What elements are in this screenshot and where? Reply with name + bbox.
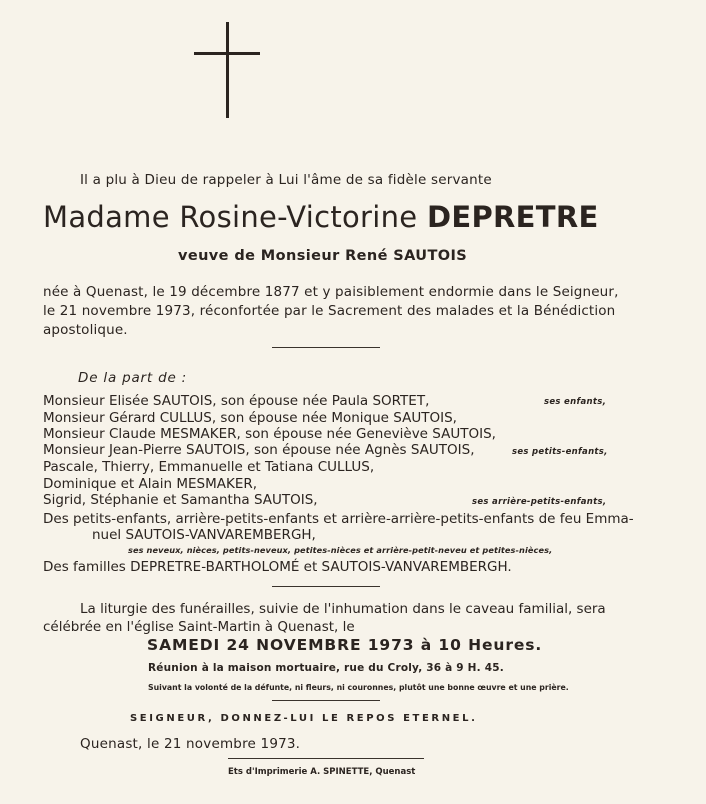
family-line: Sigrid, Stéphanie et Samantha SAUTOIS,: [43, 492, 318, 508]
family-line: Monsieur Gérard CULLUS, son épouse née Monique SAUTOIS,: [43, 410, 457, 426]
deceased-name: [43, 200, 599, 234]
divider: [272, 586, 380, 587]
liturgy-line-1: La liturgie des funérailles, suivie de l'inhumation dans le caveau familial, sera: [80, 601, 606, 617]
relation-label: ses neveux, nièces, petits-neveux, petites-nièces et arrière-petit-neveu et petites-nièces,: [128, 545, 553, 555]
family-line: Dominique et Alain MESMAKER,: [43, 476, 258, 492]
relation-label: ses arrière-petits-enfants,: [472, 497, 607, 507]
family-line: Des familles DEPRETRE-BARTHOLOMÉ et SAUTOIS-VANVAREMBERGH.: [43, 559, 512, 575]
de-la-part-de: De la part de :: [78, 370, 187, 386]
birth-line-3: apostolique.: [43, 322, 128, 338]
divider: [272, 700, 380, 701]
intro-text: Il a plu à Dieu de rappeler à Lui l'âme de sa fidèle servante: [80, 172, 492, 188]
birth-line-2: le 21 novembre 1973, réconfortée par le Sacrement des malades et la Bénédiction: [43, 303, 616, 319]
prayer-line: SEIGNEUR, DONNEZ-LUI LE REPOS ETERNEL.: [130, 713, 478, 724]
family-line: nuel SAUTOIS-VANVAREMBERGH,: [92, 527, 316, 543]
birth-line-1: née à Quenast, le 19 décembre 1877 et y paisiblement endormie dans le Seigneur,: [43, 284, 619, 300]
family-line: Monsieur Claude MESMAKER, son épouse née Geneviève SAUTOIS,: [43, 426, 496, 442]
widow-of: veuve de Monsieur René SAUTOIS: [178, 248, 468, 264]
deceased-given-name: Madame Rosine-Victorine: [43, 200, 418, 234]
family-line: Monsieur Jean-Pierre SAUTOIS, son épouse née Agnès SAUTOIS,: [43, 442, 475, 458]
divider: [228, 758, 424, 759]
place-date: Quenast, le 21 novembre 1973.: [80, 736, 301, 752]
family-line: Des petits-enfants, arrière-petits-enfants et arrière-arrière-petits-enfants de feu Emma-: [43, 511, 634, 527]
divider: [272, 347, 380, 348]
deceased-surname: DEPRETRE: [426, 200, 599, 234]
family-line: Pascale, Thierry, Emmanuelle et Tatiana CULLUS,: [43, 459, 375, 475]
relation-label: ses petits-enfants,: [512, 447, 608, 457]
liturgy-line-2: célébrée en l'église Saint-Martin à Quenast, le: [43, 619, 355, 635]
printer-credit: Ets d'Imprimerie A. SPINETTE, Quenast: [228, 767, 416, 777]
wishes-note: Suivant la volonté de la défunte, ni fleurs, ni couronnes, plutôt une bonne œuvre et une prière.: [148, 683, 569, 692]
family-line: Monsieur Elisée SAUTOIS, son épouse née Paula SORTET,: [43, 393, 430, 409]
relation-label: ses enfants,: [544, 397, 607, 407]
reunion-info: Réunion à la maison mortuaire, rue du Croly, 36 à 9 H. 45.: [148, 662, 504, 674]
funeral-date: SAMEDI 24 NOVEMBRE 1973 à 10 Heures.: [147, 636, 543, 654]
